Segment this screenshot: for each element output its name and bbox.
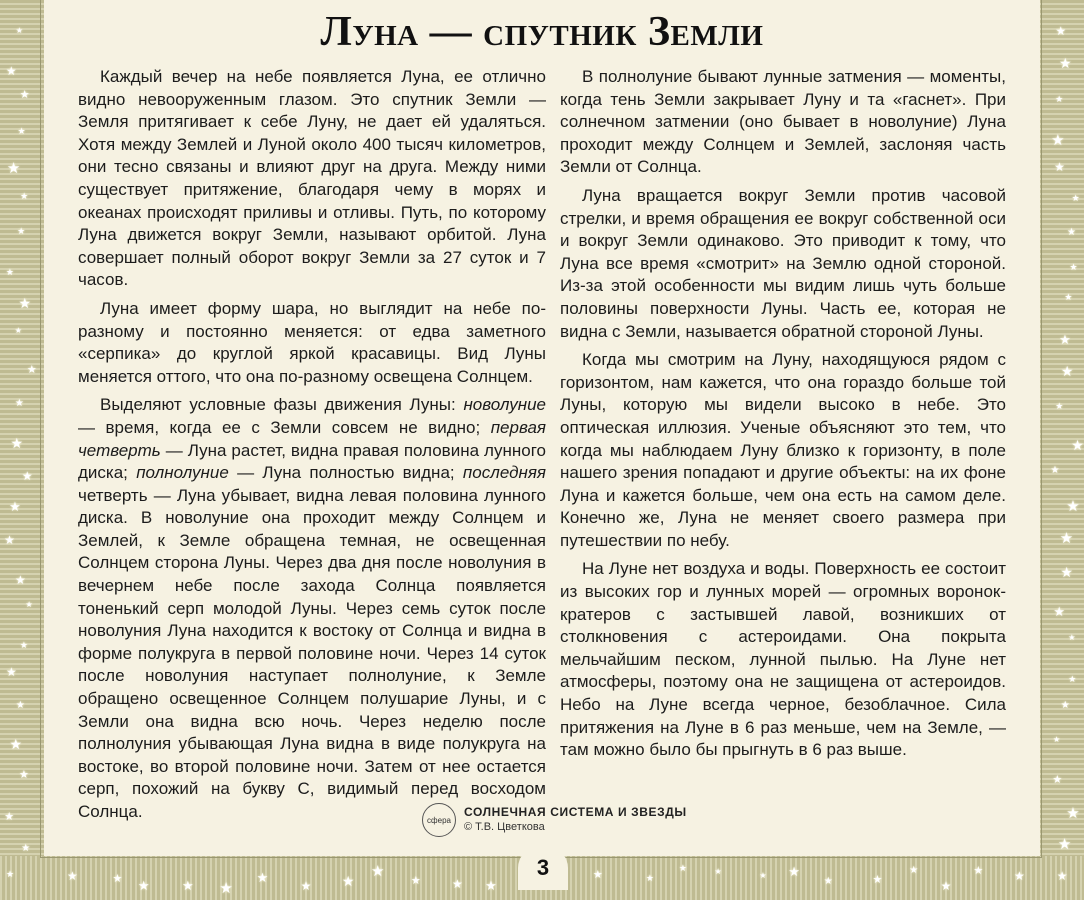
star-icon: ★ bbox=[137, 878, 150, 894]
star-icon: ★ bbox=[1059, 333, 1071, 349]
star-icon: ★ bbox=[410, 874, 421, 888]
star-icon: ★ bbox=[9, 736, 23, 753]
star-icon: ★ bbox=[759, 871, 767, 881]
star-icon: ★ bbox=[1051, 131, 1065, 150]
star-icon: ★ bbox=[1066, 804, 1080, 823]
term-new-moon: новолуние bbox=[463, 395, 546, 415]
star-icon: ★ bbox=[872, 872, 883, 886]
star-icon: ★ bbox=[14, 398, 24, 410]
star-icon: ★ bbox=[1060, 564, 1073, 581]
copyright: © Т.В. Цветкова bbox=[464, 821, 545, 833]
phases-paragraph bbox=[78, 394, 546, 823]
star-icon: ★ bbox=[714, 867, 722, 877]
paragraph: Когда мы смотрим на Луну, находящуюся рядом с горизонтом, нам кажется, что она гораздо больше той Луны, которую мы видели высоко в небе. Это оптическая иллюзия. Ученые объясняют это тем, что когда мы наблюдаем Луну близко к горизонту, в поле нашего зрения попадают и другие объекты: на их фоне Луна и кажется больше, чем она есть на самом деле. Конечно же, Луна не меняет своего размера при путешествии по небу. bbox=[560, 350, 1006, 550]
frame-right-border bbox=[1040, 0, 1084, 900]
footer bbox=[422, 800, 687, 840]
star-icon: ★ bbox=[5, 63, 17, 78]
star-icon: ★ bbox=[300, 879, 312, 894]
star-icon: ★ bbox=[1060, 364, 1074, 381]
star-icon: ★ bbox=[341, 873, 355, 890]
star-icon: ★ bbox=[1055, 401, 1064, 412]
star-icon: ★ bbox=[15, 25, 23, 35]
page-title: Луна — спутник Земли bbox=[320, 9, 764, 55]
star-icon: ★ bbox=[9, 499, 21, 515]
star-icon: ★ bbox=[256, 870, 269, 886]
series-title: СОЛНЕЧНАЯ СИСТЕМА И ЗВЕЗДЫ bbox=[464, 805, 687, 819]
star-icon: ★ bbox=[1053, 605, 1066, 621]
paragraph: На Луне нет воздуха и воды. Поверхность ее состоит из высоких гор и лунных морей — огромных воронок-кратеров с застывшей лавой, возникших от столкновения с астероидами. Она покрыта мельчайшим песком, лунной пылью. На Луне нет атмосферы, поэтому она не защищена от астероидов. Небо на Луне всегда черное, безоблачное. Сила притяжения на Луне в 6 раз меньше, чем на Земле, — там можно было бы прыгнуть в 6 раз выше. bbox=[560, 559, 1006, 760]
phases-text: четверть — Луна убывает, видна левая половина лунного диска. В новолуние она проходит между Солнцем и Землей, к Земле обращена темная, не освещенная Солнцем сторона Луны. Через два дня после новолуния в вечернем небе после захода Солнца появляется тоненький серп молодой Луны. Через семь суток после новолуния Луна находится к востоку от Солнца и видна в форме полукруга в первой половине ночи. Через 14 суток после новолуния наступает полнолуние, к Земле обращено освещенное Солнцем полушарие Луны, и с Земли она видна всю ночь. Через неделю после полнолуния убывающая Луна видна в виде полукруга на востоке, во второй половине ночи. Затем от нее остается серп, похожий на букву С, видимый перед восходом Солнца. bbox=[78, 485, 546, 821]
star-icon: ★ bbox=[1059, 529, 1074, 548]
star-icon: ★ bbox=[1052, 772, 1063, 786]
star-icon: ★ bbox=[1057, 834, 1072, 853]
paragraph: Луна вращается вокруг Земли против часовой стрелки, и время обращения ее вокруг собственной оси и вокруг Земли одинаково. Это приводит к тому, что Луна все время «смотрит» на Землю одной стороной. Из-за этой особенности мы видим лишь чуть больше половины поверхности Луны. Часть ее, которая не видна с Земли, называется обратной стороной Луны. bbox=[560, 185, 1006, 341]
star-icon: ★ bbox=[1066, 497, 1080, 516]
term-first-quarter: первая четверть bbox=[78, 417, 546, 460]
star-icon: ★ bbox=[20, 192, 29, 203]
star-icon: ★ bbox=[25, 600, 33, 610]
star-icon: ★ bbox=[19, 87, 30, 101]
star-icon: ★ bbox=[181, 879, 194, 895]
left-column bbox=[78, 66, 546, 830]
right-column bbox=[560, 66, 1006, 768]
paragraph: В полнолуние бывают лунные затмения — моменты, когда тень Земли закрывает Луну и та «гаснет». При солнечном затмении (оно бывает в новолуние) Луна проходит между Солнцем и Землей, заслоняя часть Земли от Солнца. bbox=[560, 67, 1006, 177]
star-icon: ★ bbox=[1055, 95, 1064, 106]
star-icon: ★ bbox=[1071, 194, 1080, 205]
star-icon: ★ bbox=[909, 864, 919, 876]
star-icon: ★ bbox=[1014, 869, 1025, 884]
star-icon: ★ bbox=[1055, 24, 1067, 39]
star-icon: ★ bbox=[5, 665, 17, 680]
star-icon: ★ bbox=[678, 864, 687, 875]
star-icon: ★ bbox=[14, 573, 26, 588]
phases-intro: Выделяют условные фазы движения Луны: bbox=[100, 395, 464, 415]
star-icon: ★ bbox=[5, 268, 14, 279]
star-icon: ★ bbox=[645, 874, 654, 885]
star-icon: ★ bbox=[1059, 56, 1072, 73]
star-icon: ★ bbox=[67, 868, 78, 883]
phases-text: — время, когда ее с Земли совсем не видно; bbox=[78, 417, 491, 437]
star-icon: ★ bbox=[1060, 699, 1070, 711]
star-icon: ★ bbox=[1068, 675, 1077, 686]
star-icon: ★ bbox=[14, 326, 22, 336]
star-icon: ★ bbox=[17, 126, 26, 137]
star-icon: ★ bbox=[4, 810, 15, 824]
star-icon: ★ bbox=[1069, 262, 1078, 273]
star-icon: ★ bbox=[15, 699, 25, 711]
star-icon: ★ bbox=[6, 159, 21, 178]
page-number: 3 bbox=[518, 846, 568, 890]
star-icon: ★ bbox=[5, 869, 15, 880]
paragraph: Каждый вечер на небе появляется Луна, ее отлично видно невооруженным глазом. Это спутник Земли — Земля притягивает к себе Луну, не дает ей удаляться. Хотя между Землей и Луной около 400 тысяч километров, они тесно связаны и влияют друг на друга. Между ними существует притяжение, благодаря чему в морях и океанах происходят приливы и отливы. Путь, по которому Луна движется вокруг Земли, называют орбитой. Луна совершает полный оборот вокруг Земли за 27 суток и 7 часов. bbox=[78, 67, 546, 290]
star-icon: ★ bbox=[21, 842, 31, 854]
star-icon: ★ bbox=[823, 875, 833, 887]
phases-text: — Луна растет, видна правая половина лунного диска; bbox=[78, 440, 546, 483]
phases-text: — Луна полностью видна; bbox=[228, 463, 463, 483]
term-last-quarter: последняя bbox=[462, 463, 546, 483]
star-icon: ★ bbox=[1050, 464, 1060, 476]
publisher-logo: сфера bbox=[422, 803, 456, 837]
star-icon: ★ bbox=[1068, 633, 1076, 643]
star-icon: ★ bbox=[1067, 227, 1076, 239]
star-icon: ★ bbox=[1054, 160, 1065, 175]
star-icon: ★ bbox=[219, 879, 233, 898]
star-icon: ★ bbox=[18, 295, 32, 312]
paragraph: Луна имеет форму шара, но выглядит на небе по-разному и постоянно меняется: от едва заметного «серпика» до круглой яркой красавицы. Вид Луны меняется оттого, что она по-разному освещена Солнцем. bbox=[78, 298, 546, 386]
frame-left-border bbox=[0, 0, 44, 900]
star-icon: ★ bbox=[112, 871, 123, 885]
star-icon: ★ bbox=[1053, 734, 1061, 744]
star-icon: ★ bbox=[1056, 869, 1068, 884]
star-icon: ★ bbox=[4, 533, 15, 548]
star-icon: ★ bbox=[788, 864, 800, 880]
star-icon: ★ bbox=[592, 868, 603, 882]
star-icon: ★ bbox=[485, 878, 497, 894]
star-icon: ★ bbox=[1071, 438, 1084, 455]
star-icon: ★ bbox=[973, 864, 984, 878]
term-full-moon: полнолуние bbox=[136, 463, 229, 483]
star-icon: ★ bbox=[10, 436, 24, 453]
star-icon: ★ bbox=[21, 468, 33, 483]
star-icon: ★ bbox=[19, 641, 28, 652]
star-icon: ★ bbox=[452, 876, 463, 891]
star-icon: ★ bbox=[26, 362, 37, 376]
footer-text bbox=[464, 805, 687, 835]
star-icon: ★ bbox=[17, 226, 26, 237]
star-icon: ★ bbox=[371, 861, 385, 880]
star-icon: ★ bbox=[18, 768, 29, 782]
star-icon: ★ bbox=[940, 878, 952, 893]
star-icon: ★ bbox=[1064, 292, 1073, 303]
